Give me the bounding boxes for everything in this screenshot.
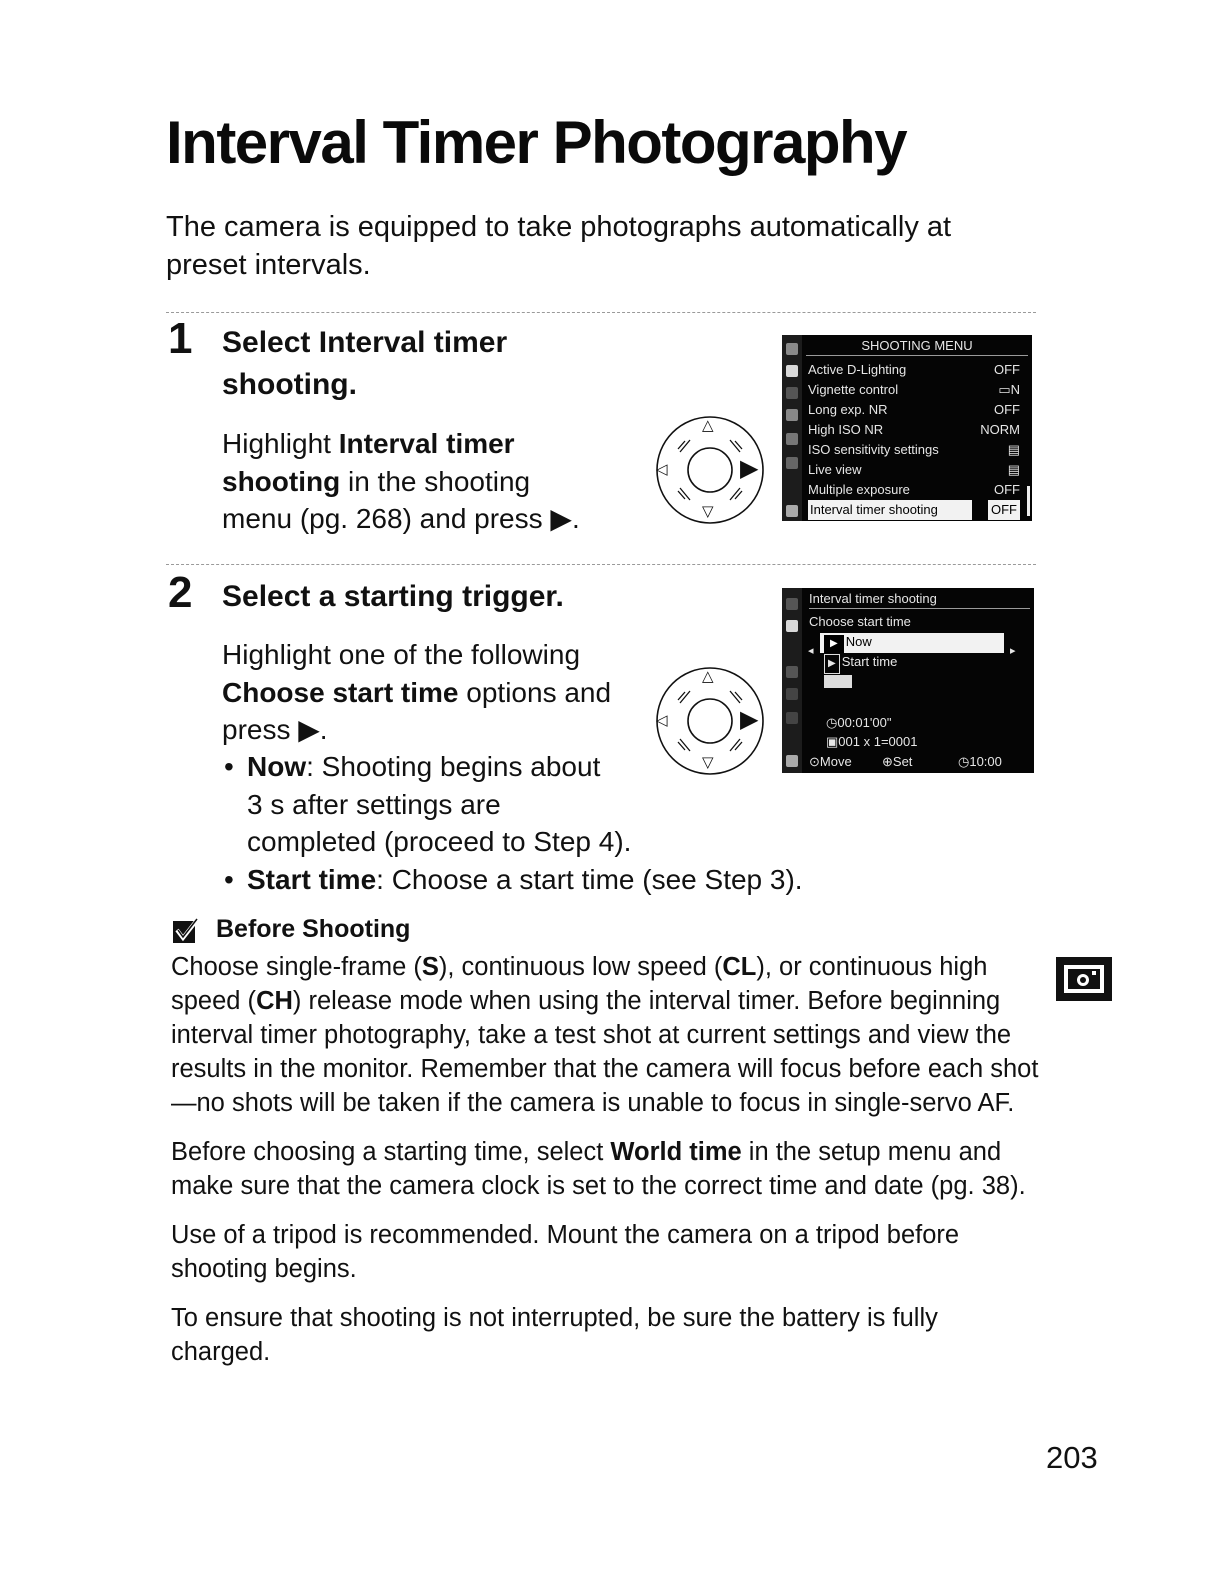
page-number: 203: [1046, 1440, 1098, 1475]
help-icon: [786, 505, 798, 517]
retouch-icon: [786, 688, 798, 700]
interval-value: 00:01'00": [837, 715, 892, 730]
footer-move-label: Move: [819, 754, 852, 769]
shots-readout: [826, 733, 917, 751]
menu-row[interactable]: [808, 420, 1028, 440]
menu-row[interactable]: [808, 380, 1028, 400]
screen-subheader: Choose start time: [809, 614, 911, 629]
step-1-body-l1-bold: Interval timer: [338, 428, 515, 459]
dial-right-arrow-icon: ▶: [740, 706, 759, 733]
note-paragraph-1: [171, 950, 1041, 1120]
option-start-time[interactable]: [824, 653, 897, 674]
menu-row-value: ▤: [1007, 442, 1020, 457]
camera-icon: [786, 620, 798, 632]
option-start-label: Start time: [841, 654, 898, 669]
menu-row-label: Vignette control: [808, 382, 899, 397]
note-p1-text-2: ), continuous low speed (: [438, 953, 723, 981]
menu-row-value: OFF: [994, 362, 1020, 377]
menu-row-label: Live view: [808, 462, 862, 477]
dial-left-arrow-icon: ◁: [656, 712, 668, 729]
interval-icon: ◷: [826, 715, 838, 730]
menu-row-value: NORM: [980, 422, 1020, 437]
world-time-label: World time: [610, 1138, 742, 1166]
step-2-body-l3: press ▶.: [222, 714, 328, 745]
menu-row-value: OFF: [988, 500, 1020, 520]
intro-text: The camera is equipped to take photographs automatically at preset intervals.: [166, 211, 952, 281]
playback-icon: [786, 343, 798, 355]
note-p1-text: Choose single-frame (: [171, 953, 422, 981]
step-1-body-l2-bold: shooting: [222, 465, 341, 497]
menu-icon-strip: [782, 588, 802, 773]
right-arrow-icon: ▸: [1010, 645, 1016, 657]
step-1-body-l2: in the shooting: [340, 465, 531, 497]
menu-row-label: Interval timer shooting: [808, 500, 972, 520]
shots-icon: ▣: [826, 734, 839, 749]
section-divider: [166, 564, 1036, 565]
dial-up-arrow-icon: △: [702, 668, 714, 685]
help-icon: [786, 755, 798, 767]
menu-row-value: OFF: [994, 482, 1020, 497]
multi-selector-dial-1: [654, 414, 766, 526]
dial-down-arrow-icon: ▽: [702, 503, 714, 520]
footer-move: [809, 753, 852, 771]
note-p1-text-4: ) release mode when using the interval timer. Before beginning interval timer photography, take a test shot at current settings and view the results in the monitor. Remember that the camera will focus before each shot—no shots will be taken if the camera is unable to focus in single-servo AF.: [171, 987, 1039, 1117]
screen-header: Interval timer shooting: [809, 590, 1030, 609]
camera-icon: [786, 365, 798, 377]
wrench-icon: [786, 409, 798, 421]
mode-ch-label: CH: [256, 987, 293, 1015]
bullet-start-label: Start time: [247, 863, 377, 895]
shooting-menu-screen: [782, 335, 1032, 521]
now-icon: ▶: [824, 635, 844, 653]
step-1-title: [222, 322, 642, 406]
list-item: [224, 748, 864, 861]
menu-row[interactable]: [808, 460, 1028, 480]
note-heading: Before Shooting: [216, 915, 411, 943]
option-now-label: Now: [845, 634, 872, 649]
retouch-icon: [786, 433, 798, 445]
menu-row-label: Active D-Lighting: [808, 362, 907, 377]
note-p2-text: Before choosing a starting time, select: [171, 1138, 611, 1166]
step-2-body-l2: options and: [458, 676, 612, 708]
step-1-body-l3: menu (pg. 268) and press ▶.: [222, 503, 580, 534]
section-camera-tab-icon: [1056, 957, 1112, 1001]
recent-settings-icon: [786, 457, 798, 469]
start-time-field: [824, 675, 852, 688]
menu-row-label: Multiple exposure: [808, 482, 910, 497]
bullet-now-text: : Shooting begins about: [306, 751, 601, 782]
menu-header: SHOOTING MENU: [806, 337, 1028, 356]
dial-down-arrow-icon: ▽: [702, 754, 714, 771]
menu-row[interactable]: [808, 400, 1028, 420]
mode-s-label: S: [421, 953, 439, 981]
move-icon: ⊙: [809, 754, 820, 769]
recent-settings-icon: [786, 712, 798, 724]
list-item: [224, 861, 864, 899]
bullet-now-text-2: 3 s after settings are: [247, 788, 501, 820]
menu-row-label: ISO sensitivity settings: [808, 442, 939, 457]
pencil-icon: [786, 387, 798, 399]
note-paragraph-4: To ensure that shooting is not interrupted, be sure the battery is fully charged.: [171, 1304, 938, 1366]
interval-readout: [826, 714, 891, 732]
note-paragraph-3: Use of a tripod is recommended. Mount the camera on a tripod before shooting begins.: [171, 1221, 960, 1283]
menu-row-value: OFF: [994, 402, 1020, 417]
footer-time: 10:00: [969, 754, 1002, 769]
note-p2-text-2: in the setup menu and make sure that the camera clock is set to the correct time and date (pg. 38).: [171, 1138, 1026, 1200]
note-paragraph-2: [171, 1135, 1041, 1203]
menu-row[interactable]: [808, 440, 1028, 460]
step-2-title: Select a starting trigger.: [222, 580, 564, 613]
step-1-body-l1: Highlight: [222, 428, 339, 459]
footer-clock: [958, 753, 1002, 771]
menu-row[interactable]: [808, 360, 1028, 380]
footer-set: [882, 753, 912, 771]
step-1-body: [222, 425, 642, 538]
step-2-body-l2-bold: Choose start time: [222, 676, 459, 708]
checkmark-note-icon: [172, 918, 200, 945]
shots-value: 001 x 1=0001: [838, 734, 918, 749]
note-p1-text-3: ), or continuous high speed (: [171, 953, 988, 1015]
bullet-now-label: Now: [247, 751, 307, 782]
start-time-icon: ▶: [824, 654, 840, 674]
mode-cl-label: CL: [722, 953, 757, 981]
step-2-body-l1: Highlight one of the following: [222, 639, 581, 670]
menu-scrollbar: [1027, 486, 1030, 516]
dial-right-arrow-icon: ▶: [740, 455, 759, 482]
menu-row-label: Long exp. NR: [808, 402, 888, 417]
playback-icon: [786, 598, 798, 610]
footer-set-label: Set: [892, 754, 913, 769]
wrench-icon: [786, 666, 798, 678]
option-now[interactable]: [820, 633, 1004, 653]
section-divider: [166, 312, 1036, 313]
step-2-body: [222, 636, 652, 749]
menu-row-label: High ISO NR: [808, 422, 884, 437]
step-2-number: 2: [168, 568, 193, 617]
menu-row[interactable]: [808, 480, 1028, 500]
bullet-now-text-3: completed (proceed to Step 4).: [247, 826, 632, 857]
clock-icon: ◷: [958, 754, 970, 769]
multi-selector-dial-2: [654, 665, 766, 777]
step-1-number: 1: [168, 314, 193, 363]
page-title: Interval Timer Photography: [166, 109, 907, 176]
step-1-title-line2: shooting.: [222, 368, 357, 401]
bullet-start-text: : Choose a start time (see Step 3).: [376, 863, 803, 895]
step-1-title-pre: Select: [222, 326, 319, 359]
note-body: [171, 950, 1041, 1369]
dial-up-arrow-icon: △: [702, 417, 714, 434]
menu-icon-strip: [782, 335, 802, 521]
menu-row-value: ▤: [1007, 462, 1020, 477]
set-icon: ⊕: [882, 754, 893, 769]
start-options-list: [224, 748, 864, 898]
menu-row-selected[interactable]: [808, 500, 1028, 520]
left-arrow-icon: ◂: [808, 645, 814, 657]
dial-left-arrow-icon: ◁: [656, 461, 668, 478]
interval-timer-screen: [782, 588, 1034, 773]
menu-row-value: ▭N: [998, 382, 1020, 397]
step-1-title-bold: Interval timer: [318, 326, 508, 359]
